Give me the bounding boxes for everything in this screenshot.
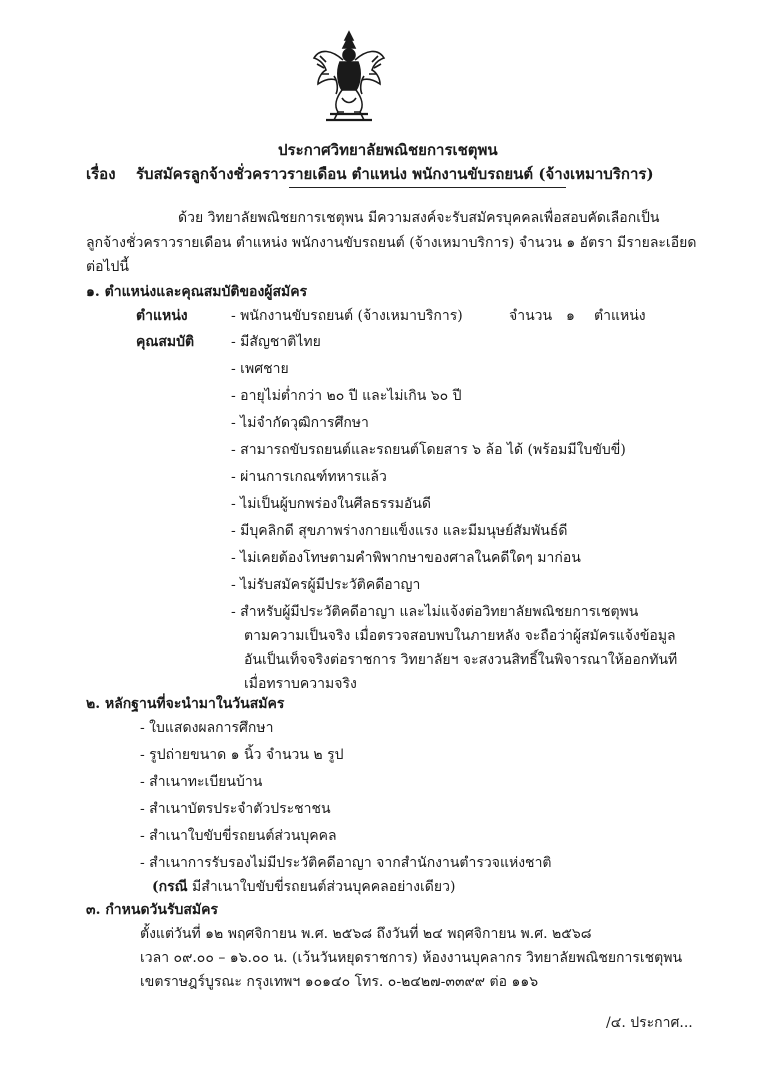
count-value: ๑: [566, 308, 575, 324]
count-unit: ตำแหน่ง: [594, 308, 646, 324]
section-3-heading: ๓. กำหนดวันรับสมัคร: [86, 902, 219, 918]
qualification-item: - อายุไม่ต่ำกว่า ๒๐ ปี และไม่เกิน ๖๐ ปี: [231, 388, 462, 404]
application-period: ตั้งแต่วันที่ ๑๒ พฤศจิกายน พ.ศ. ๒๕๖๘ ถึงวันที่ ๒๔ พฤศจิกายน พ.ศ. ๒๕๖๘: [140, 926, 592, 942]
intro-line-3: ต่อไปนี้: [86, 259, 129, 275]
document-note: [152, 878, 455, 896]
qualification-continuation: ตามความเป็นจริง เมื่อตรวจสอบพบในภายหลัง จะถือว่าผู้สมัครแจ้งข้อมูล: [244, 628, 676, 644]
document-note-text: มีสำเนาใบขับขี่รถยนต์ส่วนบุคคลอย่างเดียว): [187, 879, 456, 895]
position-label: ตำแหน่ง: [136, 308, 188, 324]
title-underline: [289, 187, 566, 188]
qualification-item: - ไม่รับสมัครผู้มีประวัติคดีอาญา: [231, 577, 421, 593]
document-item: - รูปถ่ายขนาด ๑ นิ้ว จำนวน ๒ รูป: [140, 747, 344, 763]
subject-label: เรื่อง: [86, 165, 116, 183]
section-1-heading: ๑. ตำแหน่งและคุณสมบัติของผู้สมัคร: [86, 284, 308, 300]
qualifications-label: คุณสมบัติ: [136, 334, 195, 350]
qualification-item: - ผ่านการเกณฑ์ทหารแล้ว: [231, 469, 387, 485]
intro-line-2: ลูกจ้างชั่วคราวรายเดือน ตำแหน่ง พนักงานขับรถยนต์ (จ้างเหมาบริการ) จำนวน ๑ อัตรา มีรายละเอียด: [86, 235, 697, 251]
qualification-continuation: เมื่อทราบความจริง: [244, 676, 357, 692]
qualification-continuation: อันเป็นเท็จจริงต่อราชการ วิทยาลัยฯ จะสงวนสิทธิ์ในพิจารณาให้ออกทันที: [244, 652, 678, 668]
document-item: - สำเนาบัตรประจำตัวประชาชน: [140, 801, 331, 817]
application-hours: เวลา ๐๙.๐๐ – ๑๖.๐๐ น. (เว้นวันหยุดราชการ) ห้องงานบุคลากร วิทยาลัยพณิชยการเชตุพน: [140, 950, 683, 966]
announcement-title: ประกาศวิทยาลัยพณิชยการเชตุพน: [278, 141, 498, 159]
document-item: - สำเนาทะเบียนบ้าน: [140, 774, 263, 790]
document-item: - ใบแสดงผลการศึกษา: [140, 720, 274, 736]
position-value: - พนักงานขับรถยนต์ (จ้างเหมาบริการ): [231, 308, 463, 324]
qualification-item: - ไม่จำกัดวุฒิการศึกษา: [231, 415, 369, 431]
continuation-marker: /๔. ประกาศ...: [606, 1015, 693, 1031]
document-item: - สำเนาการรับรองไม่มีประวัติคดีอาญา จากสำนักงานตำรวจแห่งชาติ: [140, 855, 552, 871]
qualification-item: - สำหรับผู้มีประวัติคดีอาญา และไม่แจ้งต่อวิทยาลัยพณิชยการเชตุพน: [231, 604, 639, 620]
intro-line-1: ด้วย วิทยาลัยพณิชยการเชตุพน มีความสงค์จะรับสมัครบุคคลเพื่อสอบคัดเลือกเป็น: [178, 210, 660, 226]
qualification-item: - ไม่เป็นผู้บกพร่องในศีลธรรมอันดี: [231, 496, 432, 512]
garuda-emblem-icon: [312, 28, 386, 128]
section-2-heading: ๒. หลักฐานที่จะนำมาในวันสมัคร: [86, 696, 285, 712]
qualification-item: - เพศชาย: [231, 361, 289, 377]
qualification-item: - มีบุคลิกดี สุขภาพร่างกายแข็งแรง และมีมนุษย์สัมพันธ์ดี: [231, 523, 568, 539]
count-label: จำนวน: [509, 308, 553, 324]
application-location: เขตราษฎร์บูรณะ กรุงเทพฯ ๑๐๑๔๐ โทร. ๐-๒๔๒๗-๓๓๙๙ ต่อ ๑๑๖: [140, 974, 539, 990]
qualification-item: - ไม่เคยต้องโทษตามคำพิพากษาของศาลในคดีใดๆ มาก่อน: [231, 550, 581, 566]
document-item: - สำเนาใบขับขี่รถยนต์ส่วนบุคคล: [140, 828, 337, 844]
qualification-item: - มีสัญชาติไทย: [231, 334, 321, 350]
subject-text: รับสมัครลูกจ้างชั่วคราวรายเดือน ตำแหน่ง พนักงานขับรถยนต์ (จ้างเหมาบริการ): [136, 165, 654, 183]
document-note-bold: (กรณี: [152, 879, 188, 895]
qualification-item: - สามารถขับรถยนต์และรถยนต์โดยสาร ๖ ล้อ ได้ (พร้อมมีใบขับขี่): [231, 442, 626, 458]
